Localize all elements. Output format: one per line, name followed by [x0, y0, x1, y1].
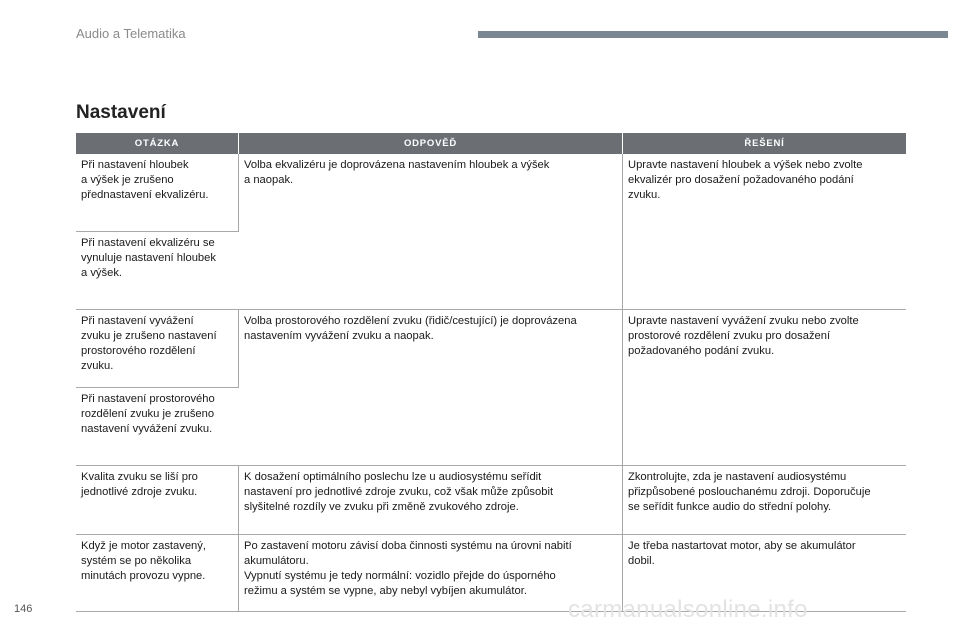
solution-cell: Upravte nastavení vyvážení zvuku nebo zvolte prostorové rozdělení zvuku pro dosažení požadovaného podání zvuku. — [623, 310, 907, 466]
table-row — [76, 310, 906, 388]
question-cell: Při nastavení vyvážení zvuku je zrušeno nastavení prostorového rozdělení zvuku. — [76, 310, 239, 388]
header-bar — [478, 31, 948, 38]
answer-cell: Po zastavení motoru závisí doba činnosti systému na úrovni nabití akumulátoru. Vypnutí systému je tedy normální: vozidlo přejde do úsporného režimu a systém se vypne, aby nebyl vybíjen akumulátor. — [239, 535, 623, 612]
answer-cell: Volba prostorového rozdělení zvuku (řidič/cestující) je doprovázena nastavením vyvážení zvuku a naopak. — [239, 310, 623, 466]
table-row — [76, 466, 906, 535]
header-title: Audio a Telematika — [76, 26, 186, 41]
table-row — [76, 154, 906, 232]
solution-cell: Upravte nastavení hloubek a výšek nebo zvolte ekvalizér pro dosažení požadovaného podání zvuku. — [623, 154, 907, 310]
page-number: 146 — [14, 603, 33, 615]
column-header-answer: ODPOVĚĎ — [239, 133, 623, 154]
question-cell: Při nastavení hloubek a výšek je zrušeno přednastavení ekvalizéru. — [76, 154, 239, 232]
solution-cell: Je třeba nastartovat motor, aby se akumulátor dobil. — [623, 535, 907, 612]
section-title: Nastavení — [76, 102, 166, 123]
question-cell: Při nastavení prostorového rozdělení zvuku je zrušeno nastavení vyvážení zvuku. — [76, 388, 239, 466]
watermark: carmanualsonline.info — [568, 596, 808, 623]
troubleshooting-table — [76, 133, 906, 612]
answer-cell: K dosažení optimálního poslechu lze u audiosystému seřídit nastavení pro jednotlivé zdroje zvuku, což však může způsobit slyšitelné rozdíly ve zvuku při změně zvukového zdroje. — [239, 466, 623, 535]
question-cell: Kvalita zvuku se liší pro jednotlivé zdroje zvuku. — [76, 466, 239, 535]
solution-cell: Zkontrolujte, zda je nastavení audiosystému přizpůsobené poslouchanému zdroji. Doporučuje se seřídit funkce audio do střední polohy. — [623, 466, 907, 535]
column-header-solution: ŘEŠENÍ — [623, 133, 907, 154]
answer-cell: Volba ekvalizéru je doprovázena nastavením hloubek a výšek a naopak. — [239, 154, 623, 310]
table-header-row — [76, 133, 906, 154]
question-cell: Při nastavení ekvalizéru se vynuluje nastavení hloubek a výšek. — [76, 232, 239, 310]
question-cell: Když je motor zastavený, systém se po několika minutách provozu vypne. — [76, 535, 239, 612]
column-header-question: OTÁZKA — [76, 133, 239, 154]
